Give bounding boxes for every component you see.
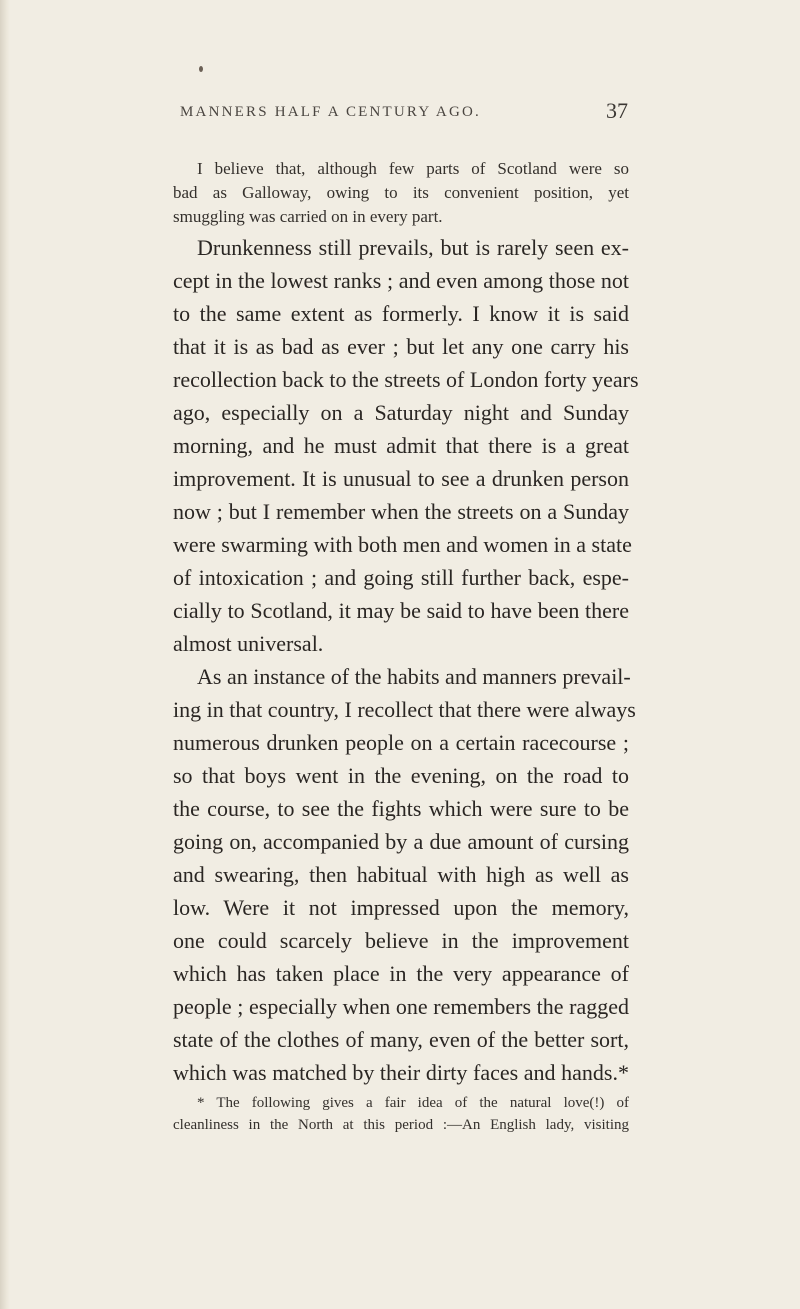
paragraph-3-line: low. Were it not impressed upon the memory, [173,895,629,920]
paragraph-2-line: recollection back to the streets of London forty years [173,367,639,392]
paragraph-2-line: were swarming with both men and women in a state [173,532,632,557]
paragraph-2-line: to the same extent as formerly. I know it is said [173,301,629,326]
paragraph-2-line: cept in the lowest ranks ; and even among those not [173,268,629,293]
paragraph-1-line: I believe that, although few parts of Scotland were so [197,159,629,178]
paragraph-1-line: smuggling was carried on in every part. [173,207,443,226]
paragraph-2-line: almost universal. [173,631,324,656]
paragraph-2-line: now ; but I remember when the streets on a Sunday [173,499,629,524]
page-number: 37 [606,98,628,123]
paragraph-3-line: which has taken place in the very appearance of [173,961,629,986]
page-gutter-shadow [0,0,10,1309]
footnote-line: cleanliness in the North at this period :—An English lady, visiting [173,1117,629,1133]
paragraph-3-line: As an instance of the habits and manners prevail- [197,664,631,689]
paragraph-2-line: ago, especially on a Saturday night and Sunday [173,400,629,425]
ink-spot [199,66,203,72]
paragraph-3-line: and swearing, then habitual with high as well as [173,862,629,887]
paragraph-2-line: that it is as bad as ever ; but let any one carry his [173,334,629,359]
paragraph-3-line: one could scarcely believe in the improvement [173,928,629,953]
paragraph-1-line: bad as Galloway, owing to its convenient position, yet [173,183,629,202]
paragraph-3-line: numerous drunken people on a certain racecourse ; [173,730,629,755]
footnote-line: * The following gives a fair idea of the natural love(!) of [197,1095,629,1111]
paragraph-3-line: ing in that country, I recollect that there were always [173,697,636,722]
paragraph-2-line: of intoxication ; and going still further back, espe- [173,565,629,590]
paragraph-2-line: improvement. It is unusual to see a drunken person [173,466,629,491]
paragraph-3-line: which was matched by their dirty faces and hands.* [173,1060,629,1085]
paragraph-2-line: Drunkenness still prevails, but is rarely seen ex- [197,235,629,260]
paragraph-3-line: going on, accompanied by a due amount of cursing [173,829,629,854]
paragraph-2-line: cially to Scotland, it may be said to have been there [173,598,629,623]
paragraph-3-line: state of the clothes of many, even of the better sort, [173,1027,629,1052]
paragraph-3-line: people ; especially when one remembers the ragged [173,994,629,1019]
running-head: MANNERS HALF A CENTURY AGO. [180,104,481,120]
paragraph-2-line: morning, and he must admit that there is a great [173,433,629,458]
paragraph-3-line: the course, to see the fights which were sure to be [173,796,629,821]
paragraph-3-line: so that boys went in the evening, on the road to [173,763,629,788]
